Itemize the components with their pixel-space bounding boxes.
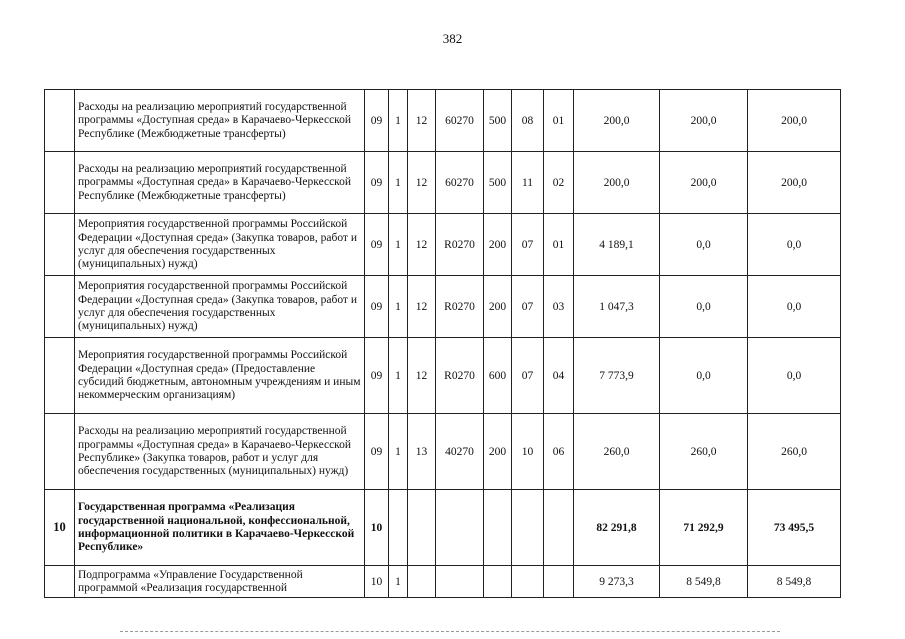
amount-year-3: 8 549,8 — [748, 566, 841, 598]
code-subprogram: 1 — [389, 152, 408, 214]
amount-year-2: 200,0 — [660, 90, 748, 152]
code-expense-type: 200 — [484, 276, 512, 338]
table-row — [45, 90, 841, 152]
code-subprogram: 1 — [389, 566, 408, 598]
amount-year-3: 0,0 — [748, 214, 841, 276]
amount-year-2: 260,0 — [660, 414, 748, 490]
table-row — [45, 414, 841, 490]
code-expense-type — [484, 566, 512, 598]
code-subprogram: 1 — [389, 276, 408, 338]
code-direction: R0270 — [436, 338, 484, 414]
code-section: 07 — [512, 214, 544, 276]
code-subprogram — [389, 490, 408, 566]
code-event: 12 — [408, 152, 436, 214]
code-program: 09 — [365, 414, 389, 490]
amount-year-1: 260,0 — [574, 414, 660, 490]
row-number — [45, 214, 75, 276]
code-event: 12 — [408, 214, 436, 276]
code-subsection: 06 — [544, 414, 574, 490]
amount-year-2: 200,0 — [660, 152, 748, 214]
amount-year-3: 200,0 — [748, 90, 841, 152]
code-expense-type: 200 — [484, 414, 512, 490]
amount-year-2: 0,0 — [660, 276, 748, 338]
code-direction: 60270 — [436, 90, 484, 152]
code-subsection — [544, 490, 574, 566]
code-program: 10 — [365, 566, 389, 598]
amount-year-2: 0,0 — [660, 214, 748, 276]
code-expense-type: 200 — [484, 214, 512, 276]
amount-year-1: 82 291,8 — [574, 490, 660, 566]
code-program: 09 — [365, 276, 389, 338]
code-program: 09 — [365, 214, 389, 276]
row-number — [45, 152, 75, 214]
table-row — [45, 152, 841, 214]
code-event: 13 — [408, 414, 436, 490]
amount-year-3: 0,0 — [748, 338, 841, 414]
expense-name: Подпрограмма «Управление Государственной программой «Реализация государственной — [75, 566, 365, 598]
code-subsection: 02 — [544, 152, 574, 214]
code-direction: 60270 — [436, 152, 484, 214]
code-section: 10 — [512, 414, 544, 490]
code-direction — [436, 566, 484, 598]
code-direction: 40270 — [436, 414, 484, 490]
code-expense-type — [484, 490, 512, 566]
code-section: 07 — [512, 276, 544, 338]
code-section: 11 — [512, 152, 544, 214]
code-program: 09 — [365, 338, 389, 414]
amount-year-3: 0,0 — [748, 276, 841, 338]
code-subprogram: 1 — [389, 214, 408, 276]
code-event: 12 — [408, 90, 436, 152]
amount-year-1: 9 273,3 — [574, 566, 660, 598]
table-row — [45, 338, 841, 414]
row-number — [45, 414, 75, 490]
table-row — [45, 490, 841, 566]
code-event: 12 — [408, 276, 436, 338]
code-subsection: 01 — [544, 214, 574, 276]
expense-name: Государственная программа «Реализация государственной национальной, конфессиональной, информационной политики в Карачаево-Черкесской Республике» — [75, 490, 365, 566]
amount-year-1: 7 773,9 — [574, 338, 660, 414]
page-number: 382 — [442, 31, 463, 46]
expense-name: Расходы на реализацию мероприятий государственной программы «Доступная среда» в Карачаево-Черкесской Республике» (Закупка товаров, работ и услуг для обеспечения государственных (муниципальных) нужд) — [75, 414, 365, 490]
expense-name: Мероприятия государственной программы Российской Федерации «Доступная среда» (Закупка товаров, работ и услуг для обеспечения государственных (муниципальных) нужд) — [75, 276, 365, 338]
row-number — [45, 566, 75, 598]
amount-year-3: 200,0 — [748, 152, 841, 214]
amount-year-2: 0,0 — [660, 338, 748, 414]
code-direction: R0270 — [436, 214, 484, 276]
amount-year-3: 73 495,5 — [748, 490, 841, 566]
expense-name: Мероприятия государственной программы Российской Федерации «Доступная среда» (Предоставление субсидий бюджетным, автономным учреждениям и иным некоммерческим организациям) — [75, 338, 365, 414]
table-row — [45, 566, 841, 598]
expense-name: Мероприятия государственной программы Российской Федерации «Доступная среда» (Закупка товаров, работ и услуг для обеспечения государственных (муниципальных) нужд) — [75, 214, 365, 276]
page-bottom-rule — [120, 631, 780, 632]
row-number — [45, 90, 75, 152]
code-subprogram: 1 — [389, 90, 408, 152]
code-program: 09 — [365, 152, 389, 214]
table-row — [45, 214, 841, 276]
code-expense-type: 500 — [484, 90, 512, 152]
code-subsection: 01 — [544, 90, 574, 152]
row-number: 10 — [45, 490, 75, 566]
amount-year-1: 4 189,1 — [574, 214, 660, 276]
code-program: 10 — [365, 490, 389, 566]
code-subsection: 04 — [544, 338, 574, 414]
code-subsection: 03 — [544, 276, 574, 338]
amount-year-2: 71 292,9 — [660, 490, 748, 566]
code-direction — [436, 490, 484, 566]
code-event — [408, 566, 436, 598]
budget-table — [44, 89, 841, 598]
code-expense-type: 600 — [484, 338, 512, 414]
amount-year-3: 260,0 — [748, 414, 841, 490]
expense-name: Расходы на реализацию мероприятий государственной программы «Доступная среда» в Карачаево-Черкесской Республике (Межбюджетные трансферты) — [75, 152, 365, 214]
amount-year-1: 200,0 — [574, 90, 660, 152]
code-section — [512, 566, 544, 598]
code-subprogram: 1 — [389, 338, 408, 414]
table-row — [45, 276, 841, 338]
code-program: 09 — [365, 90, 389, 152]
amount-year-1: 1 047,3 — [574, 276, 660, 338]
code-section — [512, 490, 544, 566]
code-event: 12 — [408, 338, 436, 414]
amount-year-1: 200,0 — [574, 152, 660, 214]
code-event — [408, 490, 436, 566]
amount-year-2: 8 549,8 — [660, 566, 748, 598]
code-subprogram: 1 — [389, 414, 408, 490]
row-number — [45, 338, 75, 414]
code-expense-type: 500 — [484, 152, 512, 214]
expense-name: Расходы на реализацию мероприятий государственной программы «Доступная среда» в Карачаево-Черкесской Республике (Межбюджетные трансферты) — [75, 90, 365, 152]
code-section: 08 — [512, 90, 544, 152]
code-direction: R0270 — [436, 276, 484, 338]
row-number — [45, 276, 75, 338]
code-section: 07 — [512, 338, 544, 414]
code-subsection — [544, 566, 574, 598]
